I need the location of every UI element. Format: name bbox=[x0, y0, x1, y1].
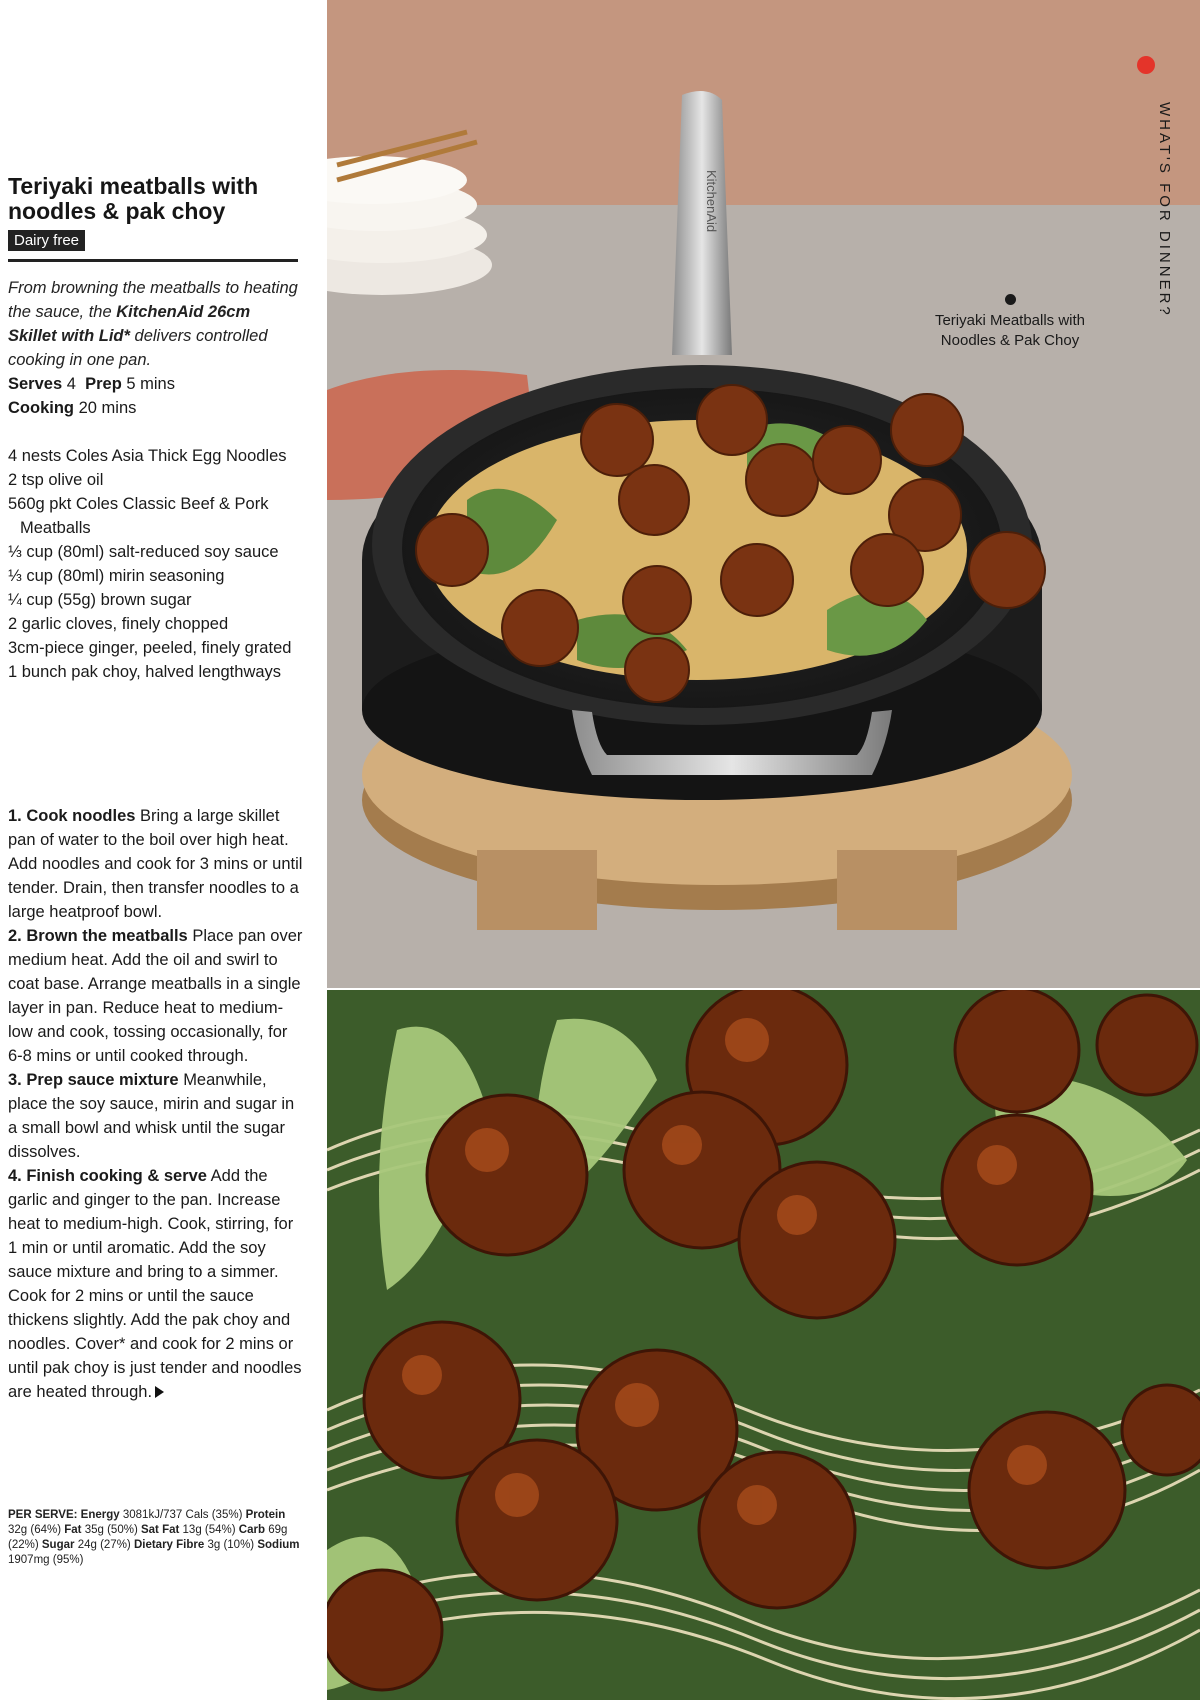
method-step bbox=[8, 804, 303, 924]
ingredients-list bbox=[8, 444, 303, 684]
recipe-title: Teriyaki meatballs with noodles & pak choy bbox=[8, 173, 259, 224]
prep-label: Prep bbox=[85, 375, 122, 393]
ingredient-item: 560g pkt Coles Classic Beef & Pork Meatballs bbox=[8, 495, 269, 537]
intro-product: KitchenAid 26cm Skillet with Lid* bbox=[8, 303, 251, 345]
ingredient-item: ¼ cup (55g) brown sugar bbox=[8, 591, 192, 609]
ingredient-item: 2 tsp olive oil bbox=[8, 471, 104, 489]
ingredient-item: 1 bunch pak choy, halved lengthways bbox=[8, 663, 282, 681]
photo-caption: Teriyaki Meatballs with Noodles & Pak Choy bbox=[934, 312, 1086, 349]
step-title: 1. Cook noodles bbox=[8, 807, 136, 825]
method-steps bbox=[8, 804, 303, 1404]
ingredient-item: 3cm-piece ginger, peeled, finely grated bbox=[8, 639, 292, 657]
method-step bbox=[8, 924, 303, 1068]
fat-value: 35g (50%) bbox=[84, 1524, 138, 1536]
step-text: Meanwhile, place the soy sauce, mirin and sugar in a small bowl and whisk until the sugar dissolves. bbox=[8, 1071, 295, 1161]
cooking-label: Cooking bbox=[8, 399, 74, 417]
protein-label: Protein bbox=[245, 1509, 286, 1521]
continue-arrow-icon bbox=[155, 1386, 164, 1398]
method-step bbox=[8, 1164, 303, 1404]
recipe-photo-skillet bbox=[327, 0, 1200, 988]
serves-label: Serves bbox=[8, 375, 63, 393]
closeup-illustration bbox=[327, 990, 1200, 1700]
per-serve-label: PER SERVE: bbox=[8, 1509, 78, 1521]
carb-label: Carb bbox=[238, 1524, 265, 1536]
dietary-tag: Dairy free bbox=[8, 230, 85, 251]
step-title: 4. Finish cooking & serve bbox=[8, 1167, 207, 1185]
step-text: Add the garlic and ginger to the pan. Increase heat to medium-high. Cook, stirring, for 1 min or until aromatic. Add the soy sauce mixture and bring to a simmer. Cook for 2 mins or until the sauce thickens slightly. Add the pak choy and noodles. Cover* and cook for 2 mins or until pak choy is just tender and noodles are heated through. bbox=[8, 1167, 302, 1401]
carb-value: 69g (22%) bbox=[8, 1524, 288, 1551]
step-title: 2. Brown the meatballs bbox=[8, 927, 188, 945]
fibre-value: 3g (10%) bbox=[207, 1539, 255, 1551]
intro-text-end: delivers controlled cooking in one pan. bbox=[8, 327, 268, 369]
section-marker-dot bbox=[1137, 56, 1155, 74]
section-kicker: WHAT'S FOR DINNER? bbox=[1156, 102, 1173, 318]
energy-label: Energy bbox=[80, 1509, 120, 1521]
sugar-value: 24g (27%) bbox=[77, 1539, 131, 1551]
step-title: 3. Prep sauce mixture bbox=[8, 1071, 179, 1089]
nutrition-info bbox=[8, 1508, 303, 1568]
sugar-label: Sugar bbox=[41, 1539, 75, 1551]
skillet-illustration bbox=[327, 0, 1200, 988]
ingredient-item: ⅓ cup (80ml) salt-reduced soy sauce bbox=[8, 543, 279, 561]
sat-fat-label: Sat Fat bbox=[140, 1524, 180, 1536]
ingredient-item: 2 garlic cloves, finely chopped bbox=[8, 615, 229, 633]
sat-fat-value: 13g (54%) bbox=[182, 1524, 236, 1536]
recipe-meta bbox=[8, 372, 303, 420]
prep-value: 5 mins bbox=[126, 375, 175, 393]
cooking-value: 20 mins bbox=[78, 399, 137, 417]
serves-value: 4 bbox=[66, 375, 76, 393]
sodium-value: 1907mg (95%) bbox=[8, 1554, 84, 1566]
recipe-photo-closeup bbox=[327, 990, 1200, 1700]
ingredient-item: 4 nests Coles Asia Thick Egg Noodles bbox=[8, 447, 287, 465]
fibre-label: Dietary Fibre bbox=[133, 1539, 205, 1551]
intro-text: From browning the meatballs to heating the sauce, the bbox=[8, 279, 298, 321]
fat-label: Fat bbox=[64, 1524, 82, 1536]
title-divider bbox=[8, 259, 298, 262]
step-text: Place pan over medium heat. Add the oil and swirl to coat base. Arrange meatballs in a single layer in pan. Reduce heat to medium-low and cook, tossing occasionally, for 6-8 mins or until cooked through. bbox=[8, 927, 303, 1065]
caption-pointer-dot bbox=[1005, 294, 1016, 305]
recipe-intro bbox=[8, 276, 303, 372]
sodium-label: Sodium bbox=[257, 1539, 300, 1551]
pan-brand-text: KitchenAid bbox=[704, 170, 719, 233]
method-step bbox=[8, 1068, 303, 1164]
protein-value: 32g (64%) bbox=[8, 1524, 62, 1536]
step-text: Bring a large skillet pan of water to the boil over high heat. Add noodles and cook for 3 mins or until tender. Drain, then transfer noodles to a large heatproof bowl. bbox=[8, 807, 303, 921]
ingredient-item: ⅓ cup (80ml) mirin seasoning bbox=[8, 567, 225, 585]
energy-value: 3081kJ/737 Cals (35%) bbox=[122, 1509, 243, 1521]
